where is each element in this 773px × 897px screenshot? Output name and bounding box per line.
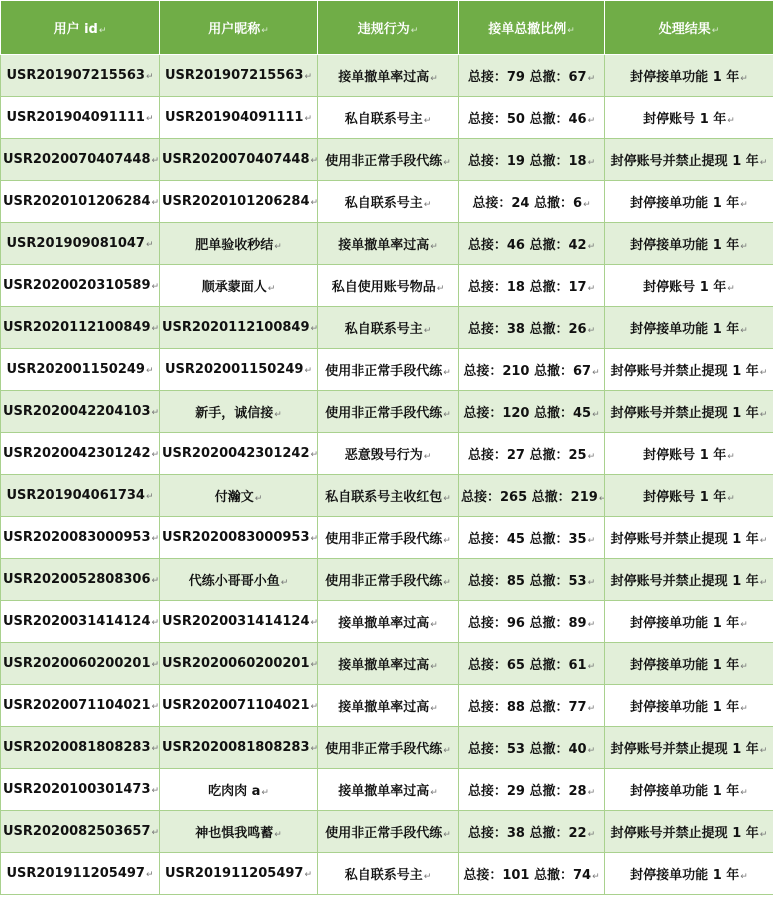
table-body [1,55,773,895]
ratio-cell [459,223,605,265]
result-cell [605,601,773,643]
cell-text: USR2020070407448 ↵ [3,152,159,167]
cell-text: 私自联系号主 ↵ [345,112,432,127]
result-cell [605,223,773,265]
table-row [1,265,773,307]
cell-text: 封停账号并禁止提现 1 年 ↵ [611,532,768,547]
ratio-cell [459,475,605,517]
violation-cell [318,811,459,853]
cell-text: 私自联系号主收红包 ↵ [325,490,451,505]
cell-text: 总接：79 总撤：67 ↵ [468,70,595,85]
result-cell [605,811,773,853]
cell-text: 总接：38 总撤：22 ↵ [468,826,595,841]
table-row [1,475,773,517]
cell-text: 私自使用账号物品 ↵ [332,280,445,295]
nickname-cell [160,55,318,97]
ratio-cell [459,601,605,643]
cell-text: 使用非正常手段代练 ↵ [325,742,451,757]
cell-text: 封停账号并禁止提现 1 年 ↵ [611,154,768,169]
result-cell [605,181,773,223]
cell-text: USR2020042204103 ↵ [3,404,159,419]
table-row [1,55,773,97]
header-user-nickname: 用户昵称 ↵ [160,1,318,55]
cell-text: 私自联系号主 ↵ [345,322,432,337]
table-row [1,601,773,643]
user-id-cell [1,475,160,517]
table-row [1,223,773,265]
nickname-cell [160,601,318,643]
cell-text: 接单撤单率过高 ↵ [338,784,438,799]
table-header [1,1,773,55]
user-id-cell [1,307,160,349]
nickname-cell [160,517,318,559]
nickname-cell [160,391,318,433]
result-cell [605,475,773,517]
cell-text: USR2020042301242 ↵ [3,446,159,461]
result-cell [605,643,773,685]
cell-text: USR201907215563 ↵ [6,68,153,83]
user-id-cell [1,811,160,853]
cell-text: 使用非正常手段代练 ↵ [325,364,451,379]
cell-text: 私自联系号主 ↵ [345,868,432,883]
nickname-cell [160,349,318,391]
result-cell [605,559,773,601]
cell-text: USR2020101206284 ↵ [3,194,159,209]
nickname-cell [160,475,318,517]
user-id-cell [1,391,160,433]
nickname-cell [160,769,318,811]
ratio-cell [459,727,605,769]
header-order-cancel-ratio: 接单总撤比例 ↵ [459,1,605,55]
cell-text: 总接：29 总撤：28 ↵ [468,784,595,799]
table-row [1,685,773,727]
cell-text: USR2020020310589 ↵ [3,278,159,293]
table-row [1,307,773,349]
header-result: 处理结果 ↵ [605,1,773,55]
nickname-cell [160,181,318,223]
cell-text: USR201904061734 ↵ [6,488,153,503]
user-id-cell [1,139,160,181]
cell-text: 付瀚文 ↵ [215,490,263,505]
cell-text: 总接：24 总撤：6 ↵ [472,196,590,211]
user-id-cell [1,517,160,559]
result-cell [605,517,773,559]
table-row [1,559,773,601]
cell-text: USR2020031414124 ↵ [3,614,159,629]
cell-text: 使用非正常手段代练 ↵ [325,826,451,841]
result-cell [605,853,773,895]
ratio-cell [459,307,605,349]
table-row [1,853,773,895]
violation-cell [318,97,459,139]
cell-text: 使用非正常手段代练 ↵ [325,406,451,421]
cell-text: USR201911205497 ↵ [6,866,153,881]
cell-text: USR2020081808283 ↵ [3,740,159,755]
cell-text: 神也惧我鸣蓄 ↵ [195,826,282,841]
ratio-cell [459,349,605,391]
violation-cell [318,181,459,223]
violation-cell [318,139,459,181]
result-cell [605,769,773,811]
cell-text: USR2020083000953 ↵ [162,530,318,545]
result-cell [605,55,773,97]
cell-text: 封停账号并禁止提现 1 年 ↵ [611,364,768,379]
violation-cell [318,559,459,601]
cell-text: 总接：18 总撤：17 ↵ [468,280,595,295]
cell-text: 接单撤单率过高 ↵ [338,70,438,85]
user-id-cell [1,55,160,97]
user-id-cell [1,97,160,139]
cell-text: 使用非正常手段代练 ↵ [325,574,451,589]
cell-text: 顺承蒙面人 ↵ [202,280,276,295]
user-id-cell [1,559,160,601]
cell-text: USR2020071104021 ↵ [3,698,159,713]
user-id-cell [1,181,160,223]
nickname-cell [160,643,318,685]
table-row [1,433,773,475]
result-cell [605,349,773,391]
cell-text: 使用非正常手段代练 ↵ [325,532,451,547]
cell-text: USR2020060200201 ↵ [162,656,318,671]
cell-text: 接单撤单率过高 ↵ [338,616,438,631]
cell-text: 总接：53 总撤：40 ↵ [468,742,595,757]
header-row [1,1,773,55]
violation-cell [318,475,459,517]
result-cell [605,727,773,769]
violation-cell [318,265,459,307]
cell-text: 封停账号并禁止提现 1 年 ↵ [611,406,768,421]
result-cell [605,685,773,727]
ratio-cell [459,769,605,811]
cell-text: 新手，诚信接 ↵ [195,406,282,421]
table-row [1,727,773,769]
cell-text: 封停账号并禁止提现 1 年 ↵ [611,826,768,841]
nickname-cell [160,433,318,475]
cell-text: 封停接单功能 1 年 ↵ [630,868,748,883]
cell-text: 封停接单功能 1 年 ↵ [630,700,748,715]
ratio-cell [459,139,605,181]
nickname-cell [160,97,318,139]
cell-text: 总接：210 总撤：67 ↵ [463,364,599,379]
cell-text: USR2020081808283 ↵ [162,740,318,755]
cell-text: 总接：265 总撤：219 ↵ [461,490,605,505]
nickname-cell [160,139,318,181]
cell-text: 私自联系号主 ↵ [345,196,432,211]
header-user-id: 用户 id ↵ [1,1,160,55]
cell-text: 封停接单功能 1 年 ↵ [630,322,748,337]
nickname-cell [160,727,318,769]
result-cell [605,265,773,307]
violation-cell [318,349,459,391]
cell-text: 接单撤单率过高 ↵ [338,658,438,673]
cell-text: 使用非正常手段代练 ↵ [325,154,451,169]
cell-text: 恶意毁号行为 ↵ [345,448,432,463]
cell-text: USR2020042301242 ↵ [162,446,318,461]
table-row [1,181,773,223]
user-id-cell [1,265,160,307]
cell-text: 代练小哥哥小鱼 ↵ [189,574,289,589]
cell-text: 总接：38 总撤：26 ↵ [468,322,595,337]
cell-text: 封停接单功能 1 年 ↵ [630,196,748,211]
user-id-cell [1,643,160,685]
cell-text: 封停接单功能 1 年 ↵ [630,238,748,253]
cell-text: USR2020060200201 ↵ [3,656,159,671]
user-id-cell [1,853,160,895]
nickname-cell [160,265,318,307]
cell-text: USR2020031414124 ↵ [162,614,318,629]
user-id-cell [1,685,160,727]
ratio-cell [459,97,605,139]
ratio-cell [459,685,605,727]
ratio-cell [459,643,605,685]
cell-text: 封停接单功能 1 年 ↵ [630,616,748,631]
cell-text: 总接：50 总撤：46 ↵ [468,112,595,127]
cell-text: USR2020071104021 ↵ [162,698,318,713]
cell-text: USR2020083000953 ↵ [3,530,159,545]
result-cell [605,391,773,433]
table-row [1,139,773,181]
result-cell [605,307,773,349]
user-id-cell [1,433,160,475]
cell-text: USR201911205497 ↵ [165,866,312,881]
violation-cell [318,391,459,433]
user-id-cell [1,349,160,391]
cell-text: USR201904091111 ↵ [165,110,312,125]
violation-cell [318,685,459,727]
violation-cell [318,307,459,349]
violation-cell [318,601,459,643]
table-row [1,517,773,559]
cell-text: 总接：19 总撤：18 ↵ [468,154,595,169]
violation-cell [318,769,459,811]
cell-text: 总接：96 总撤：89 ↵ [468,616,595,631]
cell-text: 吃肉肉 a ↵ [208,784,269,799]
cell-text: 总接：45 总撤：35 ↵ [468,532,595,547]
user-id-cell [1,223,160,265]
cell-text: USR201909081047 ↵ [6,236,153,251]
nickname-cell [160,223,318,265]
cell-text: USR2020101206284 ↵ [162,194,318,209]
cell-text: 封停账号 1 年 ↵ [643,112,735,127]
cell-text: USR202001150249 ↵ [6,362,153,377]
cell-text: USR2020070407448 ↵ [162,152,318,167]
result-cell [605,139,773,181]
ratio-cell [459,853,605,895]
cell-text: USR2020082503657 ↵ [3,824,159,839]
violation-cell [318,55,459,97]
cell-text: 封停接单功能 1 年 ↵ [630,784,748,799]
table-row [1,769,773,811]
violation-cell [318,643,459,685]
table-row [1,97,773,139]
nickname-cell [160,853,318,895]
header-violation: 违规行为 ↵ [318,1,459,55]
violation-cell [318,853,459,895]
ratio-cell [459,811,605,853]
nickname-cell [160,307,318,349]
cell-text: USR2020100301473 ↵ [3,782,159,797]
result-cell [605,433,773,475]
table-row [1,391,773,433]
ratio-cell [459,517,605,559]
result-cell [605,97,773,139]
nickname-cell [160,685,318,727]
ratio-cell [459,181,605,223]
violation-cell [318,727,459,769]
table-row [1,811,773,853]
nickname-cell [160,559,318,601]
cell-text: 接单撤单率过高 ↵ [338,700,438,715]
user-id-cell [1,727,160,769]
ratio-cell [459,391,605,433]
violation-cell [318,433,459,475]
cell-text: 总接：88 总撤：77 ↵ [468,700,595,715]
ratio-cell [459,433,605,475]
table-row [1,643,773,685]
table-row [1,349,773,391]
cell-text: 封停账号并禁止提现 1 年 ↵ [611,574,768,589]
cell-text: 总接：85 总撤：53 ↵ [468,574,595,589]
user-id-cell [1,601,160,643]
cell-text: USR2020112100849 ↵ [162,320,318,335]
cell-text: 封停接单功能 1 年 ↵ [630,658,748,673]
cell-text: 总接：65 总撤：61 ↵ [468,658,595,673]
cell-text: USR202001150249 ↵ [165,362,312,377]
cell-text: 封停账号 1 年 ↵ [643,490,735,505]
cell-text: USR2020052808306 ↵ [3,572,159,587]
cell-text: 封停接单功能 1 年 ↵ [630,70,748,85]
cell-text: 总接：101 总撤：74 ↵ [463,868,599,883]
user-id-cell [1,769,160,811]
cell-text: 封停账号 1 年 ↵ [643,280,735,295]
cell-text: USR201907215563 ↵ [165,68,312,83]
cell-text: 肥单验收秒结 ↵ [195,238,282,253]
ratio-cell [459,55,605,97]
nickname-cell [160,811,318,853]
cell-text: 封停账号并禁止提现 1 年 ↵ [611,742,768,757]
cell-text: 总接：27 总撤：25 ↵ [468,448,595,463]
ratio-cell [459,559,605,601]
cell-text: USR201904091111 ↵ [6,110,153,125]
cell-text: 总接：120 总撤：45 ↵ [463,406,599,421]
cell-text: USR2020112100849 ↵ [3,320,159,335]
cell-text: 总接：46 总撤：42 ↵ [468,238,595,253]
cell-text: 封停账号 1 年 ↵ [643,448,735,463]
ratio-cell [459,265,605,307]
cell-text: 接单撤单率过高 ↵ [338,238,438,253]
violation-cell [318,517,459,559]
violation-cell [318,223,459,265]
